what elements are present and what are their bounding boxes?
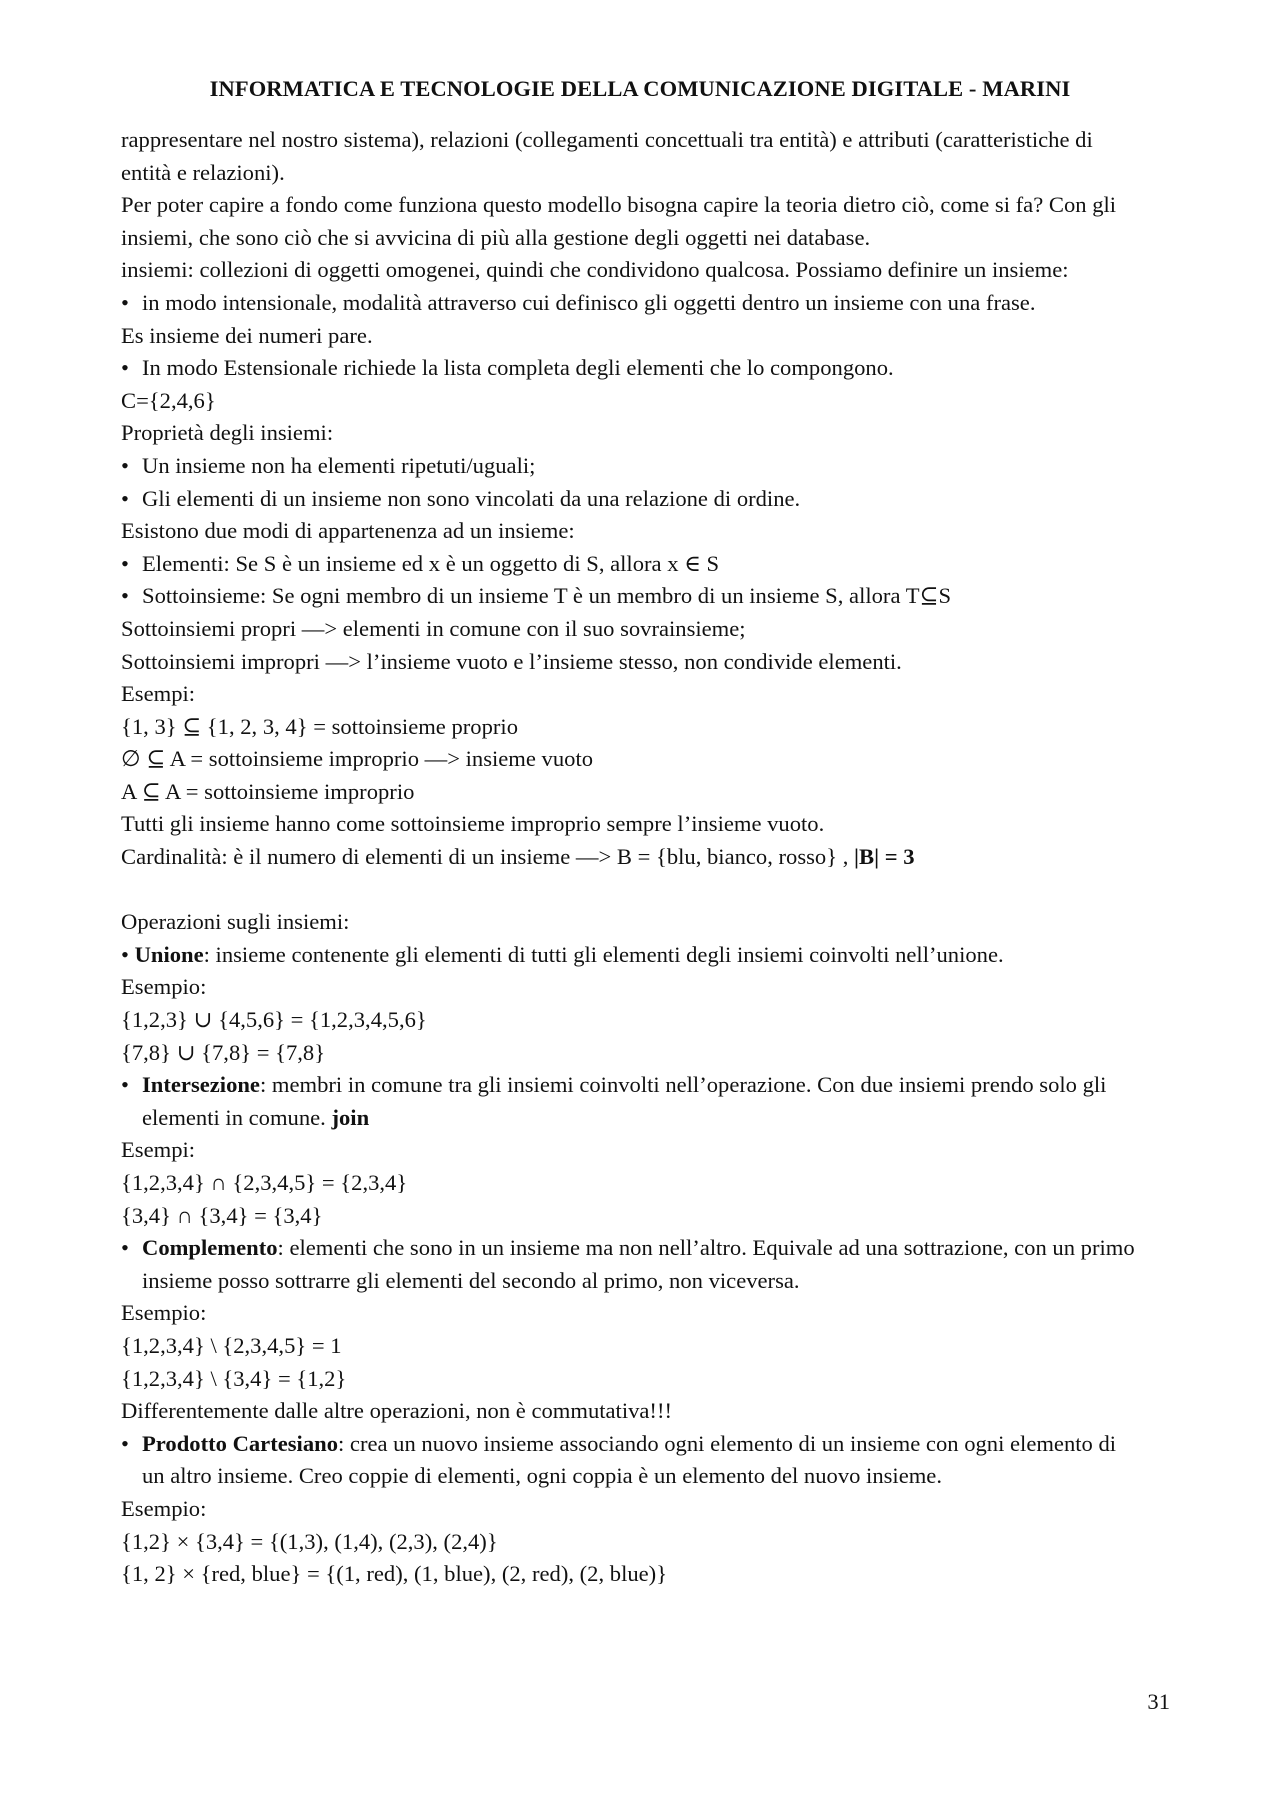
formula-line: {1,2,3,4} \ {3,4} = {1,2} bbox=[121, 1365, 347, 1391]
paragraph: Per poter capire a fondo come funziona questo modello bisogna capire la teoria dietro ciò, come si fa? Con gli insiemi, che sono ciò che si avvicina di più alla gestione degli oggetti nei database. bbox=[121, 192, 1117, 250]
paragraph: Differentemente dalle altre operazioni, non è commutativa!!! bbox=[121, 1398, 672, 1424]
paragraph: Esempio: bbox=[121, 974, 207, 1000]
paragraph: rappresentare nel nostro sistema), relazioni (collegamenti concettuali tra entità) e attributi (caratteristiche di entità e relazioni). bbox=[121, 127, 1093, 185]
bullet-icon: • bbox=[121, 1430, 129, 1456]
running-header: INFORMATICA E TECNOLOGIE DELLA COMUNICAZIONE DIGITALE - MARINI bbox=[209, 76, 1071, 101]
bullet-item-subset: • Sottoinsieme: Se ogni membro di un insieme T è un membro di un insieme S, allora T⊆S bbox=[121, 580, 1141, 613]
bullet-icon: • bbox=[121, 452, 129, 478]
bullet-item-extensional: • In modo Estensionale richiede la lista completa degli elementi che lo compongono. bbox=[121, 352, 1141, 385]
paragraph: Sottoinsiemi propri —> elementi in comune con il suo sovrainsieme; bbox=[121, 615, 746, 641]
formula-line: ∅ ⊆ A = sottoinsieme improprio —> insieme vuoto bbox=[121, 746, 594, 772]
section-heading: Operazioni sugli insiemi: bbox=[121, 909, 350, 935]
formula-line: {7,8} ∪ {7,8} = {7,8} bbox=[121, 1039, 326, 1065]
paragraph: Esistono due modi di appartenenza ad un insieme: bbox=[121, 518, 575, 544]
bullet-icon: • bbox=[121, 355, 129, 381]
paragraph: Tutti gli insieme hanno come sottoinsieme improprio sempre l’insieme vuoto. bbox=[121, 811, 825, 837]
formula-line: {1,2,3,4} \ {2,3,4,5} = 1 bbox=[121, 1332, 342, 1358]
formula-line: A ⊆ A = sottoinsieme improprio bbox=[121, 778, 415, 804]
paragraph: C={2,4,6} bbox=[121, 387, 216, 413]
formula-line: {1, 3} ⊆ {1, 2, 3, 4} = sottoinsieme proprio bbox=[121, 713, 518, 739]
page-number: 31 bbox=[1147, 1689, 1170, 1714]
bullet-icon: • bbox=[121, 1235, 129, 1261]
bullet-item-cartesian-product: • Prodotto Cartesiano: crea un nuovo insieme associando ogni elemento di un insieme con ogni elemento di un altro insieme. Creo coppie di elementi, ogni coppia è un elemento del nuovo insieme. bbox=[121, 1428, 1141, 1493]
paragraph: Esempi: bbox=[121, 1137, 196, 1163]
cardinality-value: |B| = 3 bbox=[854, 844, 915, 870]
bullet-item-union: • Unione: insieme contenente gli elementi di tutti gli elementi degli insiemi coinvolti nell’unione. bbox=[121, 941, 1004, 967]
bullet-icon: • bbox=[121, 550, 129, 576]
bullet-icon: • bbox=[121, 941, 135, 967]
formula-line: {1,2,3} ∪ {4,5,6} = {1,2,3,4,5,6} bbox=[121, 1007, 427, 1033]
bullet-item-property: • Un insieme non ha elementi ripetuti/uguali; bbox=[121, 450, 1141, 483]
paragraph: Sottoinsiemi impropri —> l’insieme vuoto e l’insieme stesso, non condivide elementi. bbox=[121, 648, 902, 674]
bullet-icon: • bbox=[121, 583, 129, 609]
bullet-icon: • bbox=[121, 289, 129, 315]
bullet-icon: • bbox=[121, 1072, 129, 1098]
paragraph: Proprietà degli insiemi: bbox=[121, 420, 334, 446]
bullet-item-complement: • Complemento: elementi che sono in un insieme ma non nell’altro. Equivale ad una sottrazione, con un primo insieme posso sottrarre gli elementi del secondo al primo, non viceversa. bbox=[121, 1232, 1141, 1297]
bullet-icon: • bbox=[121, 485, 129, 511]
cardinality-line: Cardinalità: è il numero di elementi di un insieme —> B = {blu, bianco, rosso} , |B| = 3 bbox=[121, 844, 915, 870]
formula-line: {1,2,3,4} ∩ {2,3,4,5} = {2,3,4} bbox=[121, 1170, 408, 1195]
bullet-item-property: • Gli elementi di un insieme non sono vincolati da una relazione di ordine. bbox=[121, 483, 1141, 516]
formula-line: {3,4} ∩ {3,4} = {3,4} bbox=[121, 1202, 323, 1228]
body-text bbox=[121, 124, 1141, 1591]
bullet-item-intersection: • Intersezione: membri in comune tra gli insiemi coinvolti nell’operazione. Con due insiemi prendo solo gli elementi in comune. join bbox=[121, 1069, 1141, 1134]
paragraph: Esempio: bbox=[121, 1495, 207, 1521]
bullet-item-membership: • Elementi: Se S è un insieme ed x è un oggetto di S, allora x ∈ S bbox=[121, 548, 1141, 581]
formula-line: {1,2} × {3,4} = {(1,3), (1,4), (2,3), (2,4)} bbox=[121, 1528, 498, 1554]
paragraph: insiemi: collezioni di oggetti omogenei, quindi che condividono qualcosa. Possiamo definire un insieme: bbox=[121, 257, 1069, 283]
formula-line: {1, 2} × {red, blue} = {(1, red), (1, blue), (2, red), (2, blue)} bbox=[121, 1561, 668, 1587]
bullet-item-intensional: • in modo intensionale, modalità attraverso cui definisco gli oggetti dentro un insieme con una frase. bbox=[121, 287, 1141, 320]
paragraph: Esempio: bbox=[121, 1300, 207, 1326]
paragraph: Es insieme dei numeri pare. bbox=[121, 322, 373, 348]
paragraph: Esempi: bbox=[121, 681, 196, 707]
spacer bbox=[121, 874, 1141, 907]
